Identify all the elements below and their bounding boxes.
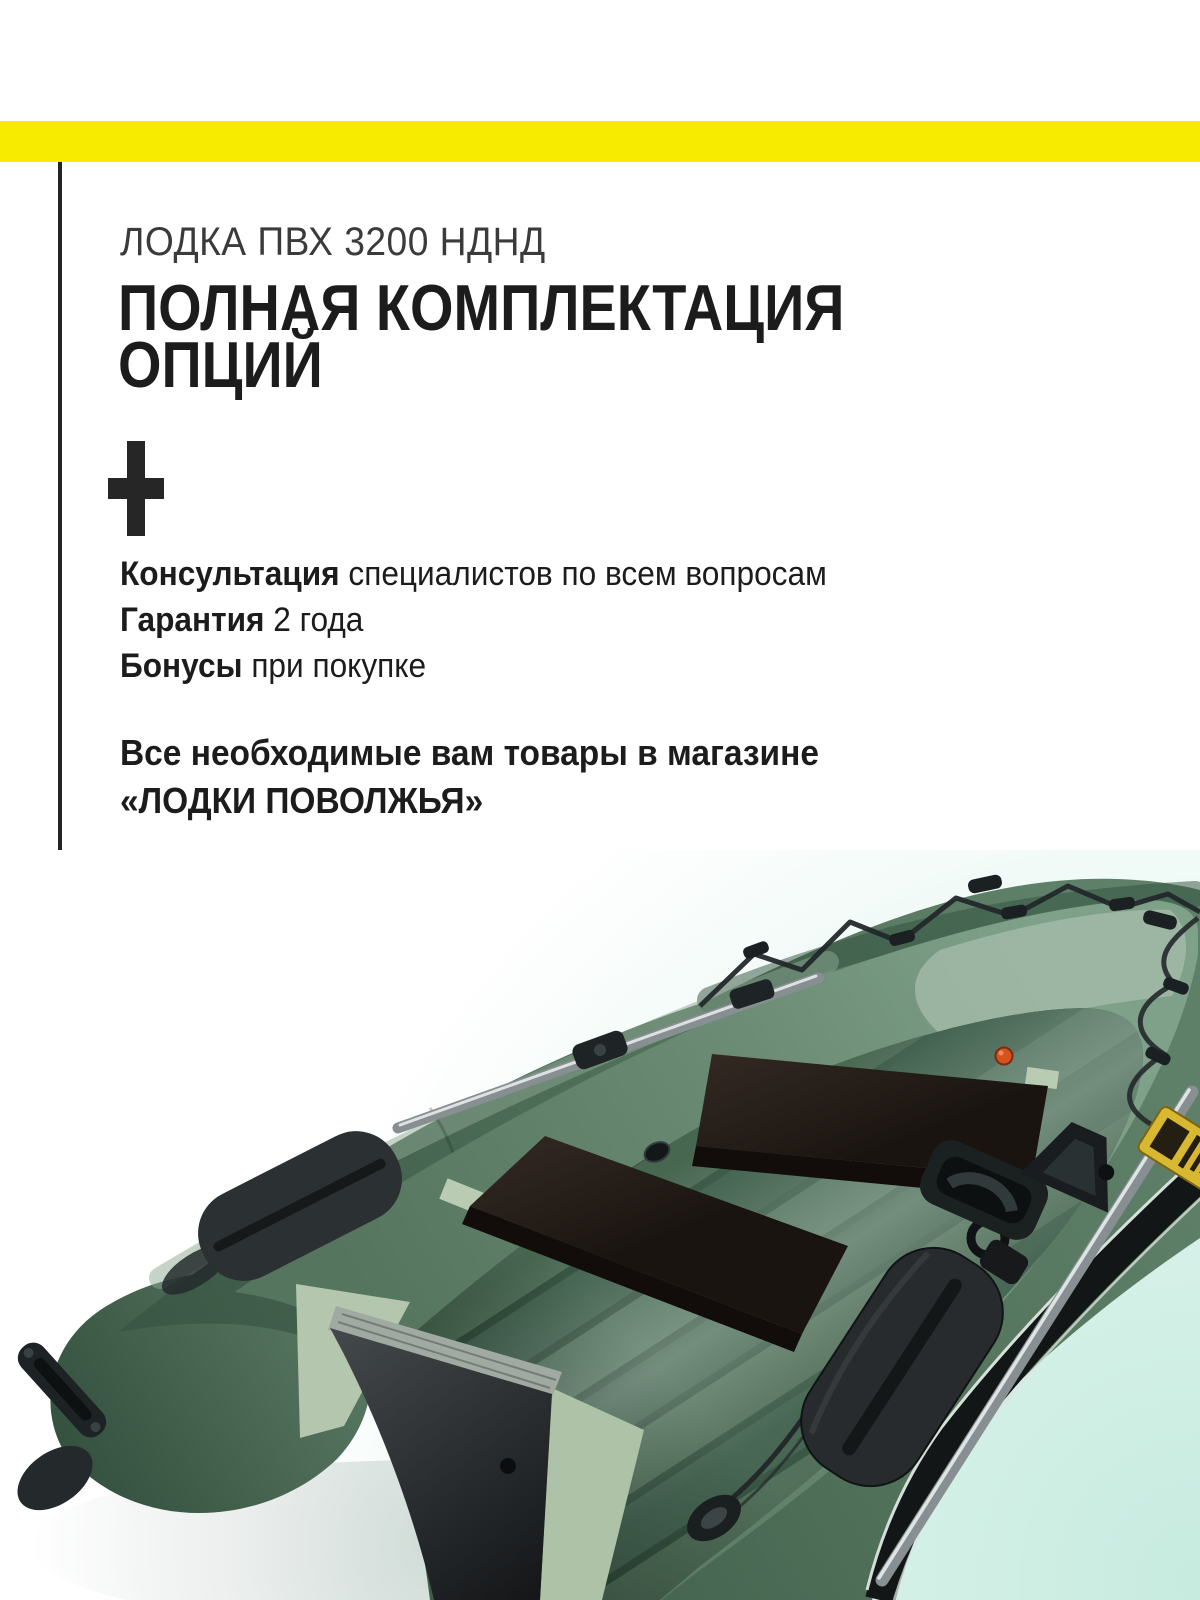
benefits-list xyxy=(120,551,827,689)
page-title-line2: ОПЦИЙ xyxy=(118,328,323,401)
benefit-item: Гарантия 2 года xyxy=(120,601,364,639)
air-valve xyxy=(996,1048,1013,1065)
store-note xyxy=(120,729,819,825)
benefit-item: Консультация специалистов по всем вопросам xyxy=(120,555,827,593)
benefit-item: Бонусы при покупке xyxy=(120,647,427,685)
accent-stripe xyxy=(0,121,1200,162)
page-title xyxy=(118,271,845,401)
store-note-line2: «ЛОДКИ ПОВОЛЖЬЯ» xyxy=(120,780,484,821)
store-note-line1: Все необходимые вам товары в магазине xyxy=(120,732,819,773)
page-title-line1: ПОЛНАЯ КОМПЛЕКТАЦИЯ xyxy=(118,271,845,344)
plus-icon xyxy=(108,441,164,536)
product-subtitle: ЛОДКА ПВХ 3200 НДНД xyxy=(120,220,546,264)
boat-photo xyxy=(0,850,1200,1600)
